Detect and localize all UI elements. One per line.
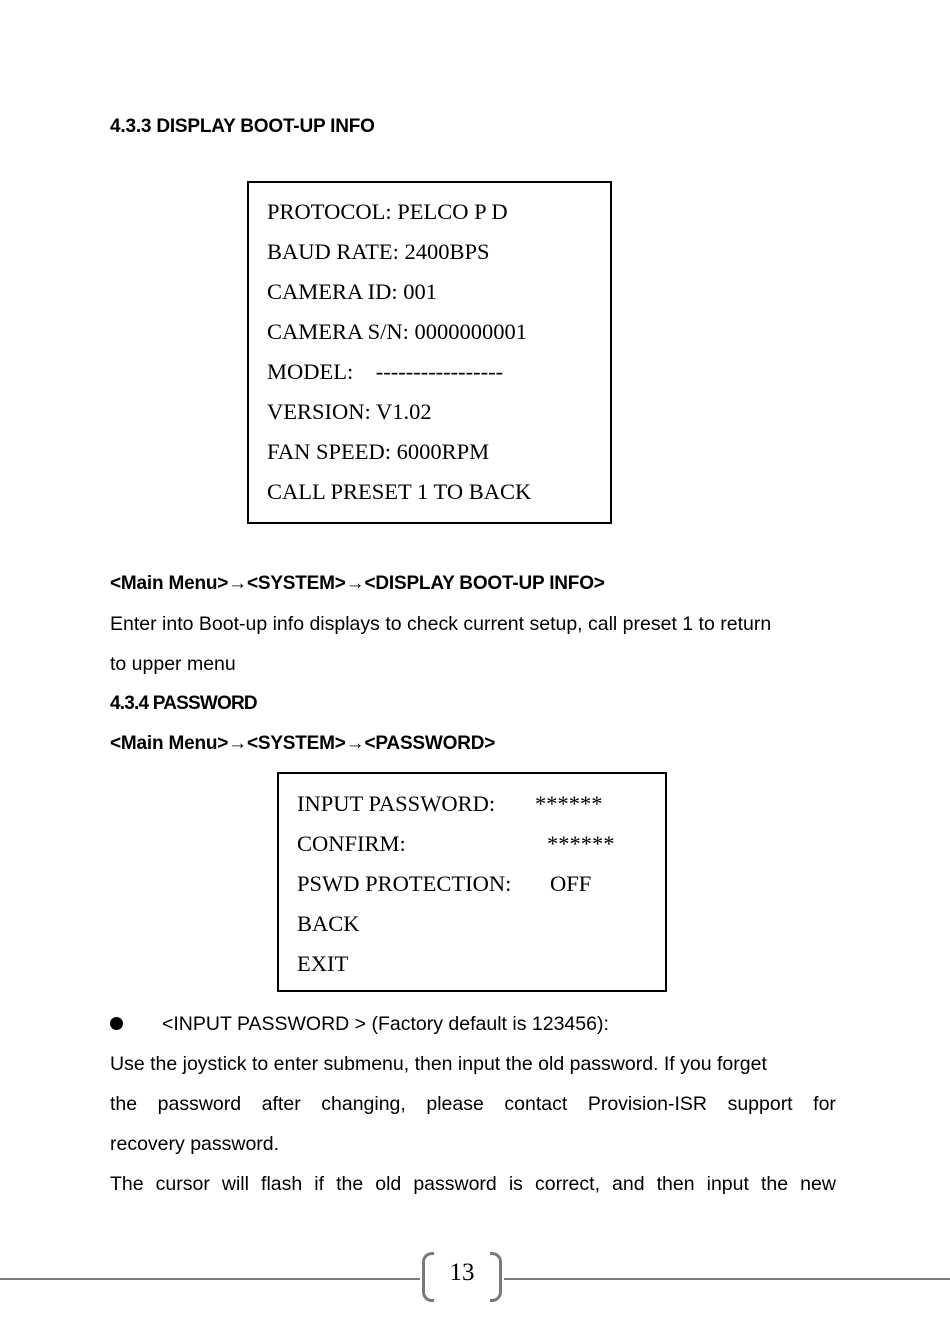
footer-rule-left bbox=[0, 1278, 420, 1280]
word: the bbox=[336, 1173, 364, 1195]
word: cursor bbox=[155, 1173, 210, 1195]
screen-label-pswd-protection: PSWD PROTECTION: bbox=[297, 871, 512, 896]
word: contact bbox=[504, 1093, 568, 1115]
word: changing, bbox=[321, 1093, 406, 1115]
screen-line-camera-sn: CAMERA S/N: 0000000001 bbox=[267, 319, 528, 344]
screen-label-input-password: INPUT PASSWORD: bbox=[297, 791, 496, 816]
paragraph-line-justified bbox=[110, 1164, 836, 1204]
password-screen bbox=[277, 772, 667, 992]
screen-value-input-password: ****** bbox=[535, 791, 603, 816]
word: The bbox=[110, 1173, 144, 1195]
cursor-instructions bbox=[110, 1164, 836, 1204]
screen-label-back: BACK bbox=[297, 911, 360, 936]
screen-value-pswd-protection: OFF bbox=[550, 871, 592, 896]
paragraph-line: recovery password. bbox=[110, 1133, 280, 1155]
page-bracket-right bbox=[490, 1252, 502, 1302]
paragraph-line-justified bbox=[110, 1084, 836, 1124]
word: and bbox=[612, 1173, 645, 1195]
screen-line-call-preset: CALL PRESET 1 TO BACK bbox=[267, 479, 532, 504]
password-instructions bbox=[110, 1044, 836, 1164]
word: the bbox=[110, 1093, 138, 1115]
screen-label-confirm: CONFIRM: bbox=[297, 831, 406, 856]
boot-up-info-screen bbox=[247, 181, 612, 524]
screen-line-version: VERSION: V1.02 bbox=[267, 399, 432, 424]
word: flash bbox=[261, 1173, 303, 1195]
screen-value-confirm: ****** bbox=[547, 831, 615, 856]
word: will bbox=[221, 1173, 249, 1195]
word: Provision-ISR bbox=[587, 1093, 708, 1115]
screen-line-model: MODEL: ----------------- bbox=[267, 359, 504, 384]
word: input bbox=[706, 1173, 749, 1195]
bullet-point bbox=[110, 1017, 123, 1030]
word: please bbox=[426, 1093, 484, 1115]
section-heading-display-boot-up-info: 4.3.3 DISPLAY BOOT-UP INFO bbox=[110, 116, 375, 137]
screen-line-fan-speed: FAN SPEED: 6000RPM bbox=[267, 439, 490, 464]
page-bracket-left bbox=[422, 1252, 434, 1302]
word: password bbox=[157, 1093, 242, 1115]
page-number: 13 bbox=[449, 1259, 475, 1286]
screen-line-protocol: PROTOCOL: PELCO P D bbox=[267, 199, 508, 224]
word: correct, bbox=[534, 1173, 600, 1195]
word: new bbox=[800, 1173, 836, 1195]
menu-path-display-boot-up-info: <Main Menu>→<SYSTEM>→<DISPLAY BOOT-UP INFO> bbox=[110, 573, 605, 594]
footer-rule-right bbox=[504, 1278, 950, 1280]
bullet-text-input-password: <INPUT PASSWORD > (Factory default is 123456): bbox=[162, 1013, 609, 1035]
description-line: Enter into Boot-up info displays to check current setup, call preset 1 to return bbox=[110, 613, 772, 635]
word: for bbox=[813, 1093, 836, 1115]
word: after bbox=[261, 1093, 301, 1115]
screen-line-baud-rate: BAUD RATE: 2400BPS bbox=[267, 239, 490, 264]
word: support bbox=[727, 1093, 793, 1115]
screen-label-exit: EXIT bbox=[297, 951, 349, 976]
menu-path-password: <Main Menu>→<SYSTEM>→<PASSWORD> bbox=[110, 733, 496, 754]
word: password bbox=[413, 1173, 497, 1195]
word: if bbox=[314, 1173, 325, 1195]
paragraph-line: Use the joystick to enter submenu, then input the old password. If you forget bbox=[110, 1053, 767, 1075]
description-line: to upper menu bbox=[110, 653, 236, 675]
word: is bbox=[508, 1173, 523, 1195]
word: the bbox=[760, 1173, 789, 1195]
boot-up-info-description bbox=[110, 604, 771, 684]
word: old bbox=[375, 1173, 402, 1195]
section-heading-password: 4.3.4 PASSWORD bbox=[110, 693, 257, 714]
screen-line-camera-id: CAMERA ID: 001 bbox=[267, 279, 438, 304]
word: then bbox=[656, 1173, 695, 1195]
